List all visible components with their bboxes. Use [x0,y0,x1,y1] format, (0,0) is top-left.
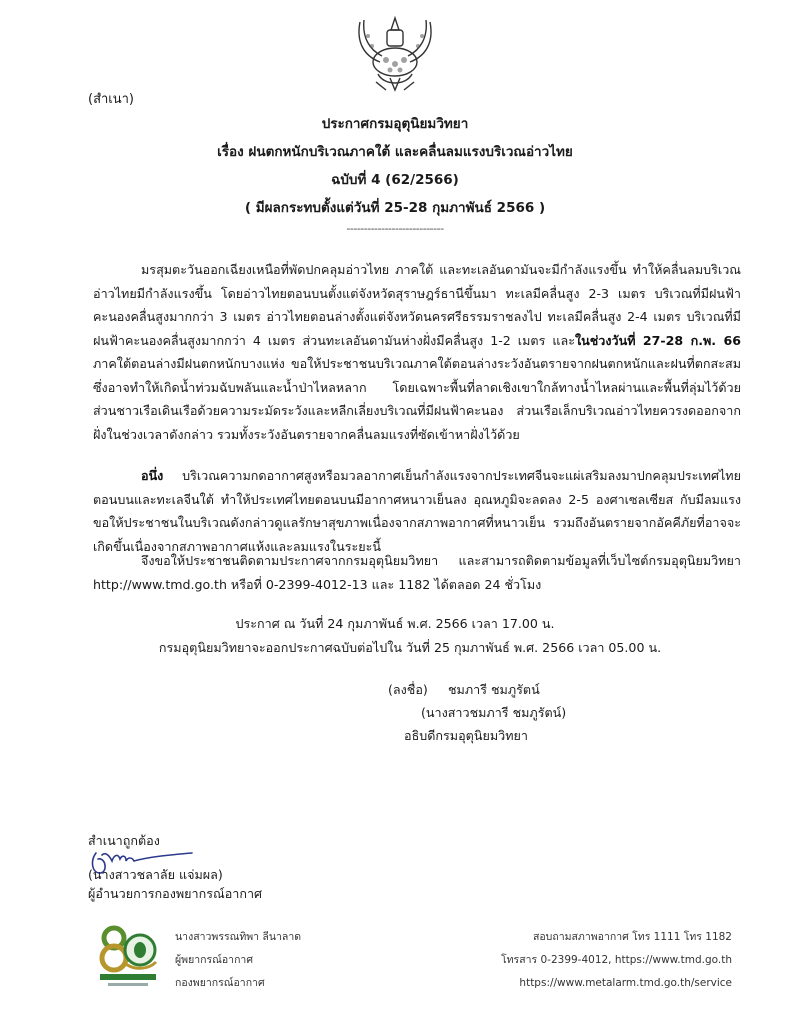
tmd-80th-anniversary-logo-icon [96,924,160,990]
paragraph-emphasis: อนึ่ง [141,468,164,483]
forecast-division: กองพยากรณ์อากาศ [175,977,265,989]
divider: ---------------------------- [346,222,444,235]
signed-name: ชมภารี ชมภูรัตน์ [448,682,540,697]
issued-datetime: ประกาศ ณ วันที่ 24 กุมภาพันธ์ พ.ศ. 2566 เวลา 17.00 น. [235,616,555,631]
paragraph-text: ภาคใต้ตอนล่างมีฝนตกหนักบางแห่ง ขอให้ประชาชนบริเวณภาคใต้ตอนล่างระวังอันตรายจากฝนตกหนักและฝนที่ตกสะสม ซึ่งอาจทำให้เกิดน้ำท่วมฉับพลันและน้ำป่าไหลหลาก โดยเฉพาะพื้นที่ลาดเชิงเขาใกล้ทางน้ำไหลผ่านและพื้นที่ลุ่มไว้ด้วย ส่วนชาวเรือเดินเรือด้วยความระมัดระวังและหลีกเลี่ยงบริเวณที่มีฝนฟ้าคะนอง ส่วนเรือเล็กบริเวณอ่าวไทยควรงดออกจากฝั่งในช่วงเวลาดังกล่าว รวมทั้งระวังอันตรายจากคลื่นลมแรงที่ซัดเข้าหาฝั่งไว้ด้วย [93,356,741,442]
contact-fax-website[interactable]: โทรสาร 0-2399-4012, https://www.tmd.go.th [501,954,732,966]
signed-label: (ลงชื่อ) [388,682,428,697]
signatory-position: อธิบดีกรมอุตุนิยมวิทยา [404,728,528,743]
certifier-position: ผู้อำนวยการกองพยากรณ์อากาศ [88,886,263,901]
paragraph-text: มรสุมตะวันออกเฉียงเหนือที่พัดปกคลุมอ่าวไทย ภาคใต้ และทะเลอันดามันจะมีกำลังแรงขึ้น ทำให้คลื่นลมบริเวณอ่าวไทยมีกำลังแรงขึ้น โดยอ่าวไทยตอนบนตั้งแต่จังหวัดสุราษฎร์ธานีขึ้นมา ทะเลมีคลื่นสูง 2-3 เมตร บริเวณที่มีฝนฟ้าคะนองคลื่นสูงมากกว่า 3 เมตร อ่าวไทยตอนล่างตั้งแต่จังหวัดนครศรีธรรมราชลงไป ทะเลมีคลื่นสูง 2-4 เมตร บริเวณที่มีฝนฟ้าคะนองคลื่นสูงมากกว่า 4 เมตร ส่วนทะเลอันดามันห่างฝั่งมีคลื่นสูง 1-2 เมตร และ [93,262,741,348]
forecaster-role: ผู้พยากรณ์อากาศ [175,954,253,966]
announcement-issue: ฉบับที่ 4 (62/2566) [331,172,459,188]
paragraph-monsoon [93,258,741,446]
announcement-subject: เรื่อง ฝนตกหนักบริเวณภาคใต้ และคลื่นลมแรงบริเวณอ่าวไทย [217,144,573,160]
paragraph-emphasis: ในช่วงวันที่ 27-28 ก.พ. 66 [574,332,741,348]
copy-mark: (สำเนา) [88,92,135,107]
announcement-effective-period: ( มีผลกระทบตั้งแต่วันที่ 25-28 กุมภาพันธ์ 2566 ) [244,200,546,216]
next-issue-datetime: กรมอุตุนิยมวิทยาจะออกประกาศฉบับต่อไปใน วันที่ 25 กุมภาพันธ์ พ.ศ. 2566 เวลา 05.00 น. [158,640,662,655]
certifier-name: (นางสาวชลาลัย แจ่มผล) [88,867,223,882]
certified-copy-label: สำเนาถูกต้อง [88,833,160,848]
signatory-signed-line [388,678,540,701]
paragraph-text: จึงขอให้ประชาชนติดตามประกาศจากกรมอุตุนิยมวิทยา และสามารถติดตามข้อมูลที่เว็บไซต์กรมอุตุนิยมวิทยา http://www.tmd.go.th หรือที่ 0-2399-4012-13 และ 1182 ได้ตลอด 24 ชั่วโมง [93,553,741,592]
signatory-full-name: (นางสาวชมภารี ชมภูรัตน์) [421,705,567,720]
contact-phone: สอบถามสภาพอากาศ โทร 1111 โทร 1182 [532,931,732,943]
forecaster-info [175,926,301,995]
garuda-emblem-icon [346,12,444,94]
announcement-title: ประกาศกรมอุตุนิยมวิทยา [321,116,469,132]
paragraph-cold-front [93,464,741,558]
paragraph-follow-updates [93,549,741,596]
forecaster-name: นางสาวพรรณทิพา ลีนาลาด [175,931,302,943]
contact-info [501,926,732,995]
contact-service-link[interactable]: https://www.metalarm.tmd.go.th/service [519,977,732,989]
paragraph-text: บริเวณความกดอากาศสูงหรือมวลอากาศเย็นกำลังแรงจากประเทศจีนจะแผ่เสริมลงมาปกคลุมประเทศไทยตอนบนและทะเลจีนใต้ ทำให้ประเทศไทยตอนบนมีอากาศหนาวเย็นลง อุณหภูมิจะลดลง 2-5 องศาเซลเซียส กับมีลมแรง ขอให้ประชาชนในบริเวณดังกล่าวดูแลรักษาสุขภาพเนื่องจากสภาพอากาศที่หนาวเย็น รวมถึงอันตรายจากอัคคีภัยที่อาจจะเกิดขึ้นเนื่องจากสภาพอากาศแห้งและลมแรงในระยะนี้ [93,468,741,554]
